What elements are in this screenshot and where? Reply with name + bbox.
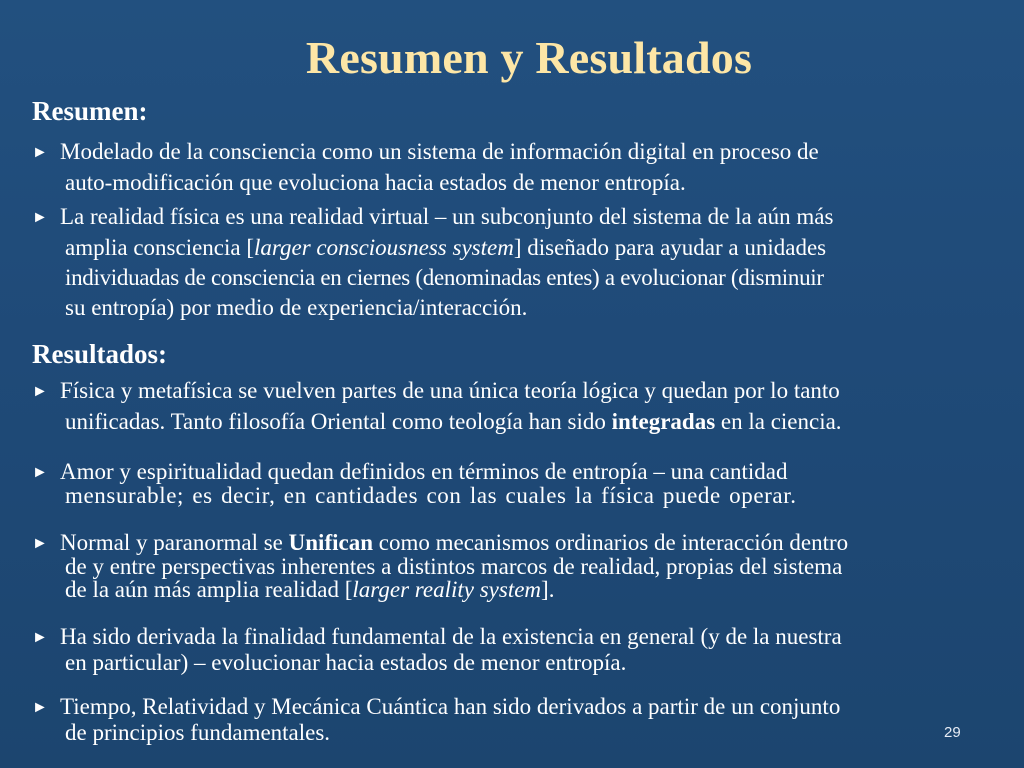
text-line: de y entre perspectivas inherentes a distintos marcos de realidad, propias del sistema [65, 554, 843, 579]
text-line: Ha sido derivada la finalidad fundamental de la existencia en general (y de la nuestra [60, 624, 842, 649]
bullet-arrow-icon: ► [32, 144, 48, 161]
text-line: individuadas de consciencia en ciernes (denominadas entes) a evolucionar (disminuir [65, 265, 824, 290]
bullet-line [32, 376, 992, 407]
resultados-heading: Resultados: [32, 339, 168, 369]
bullet-arrow-icon: ► [32, 629, 48, 646]
text-segment: como mecanismos ordinarios de interacción dentro [373, 530, 849, 555]
bullet-arrow-icon: ► [32, 535, 48, 552]
text-line: La realidad física es una realidad virtual – un subconjunto del sistema de la aún más [60, 204, 834, 229]
bold-term: integradas [611, 409, 716, 434]
bullet-line [32, 202, 992, 233]
italic-term: larger reality system [352, 577, 542, 602]
text-line: de principios fundamentales. [65, 720, 331, 745]
text-line [32, 578, 992, 601]
bold-term: Unifican [288, 530, 373, 555]
text-line: mensurable; es decir, en cantidades con las cuales la física puede operar. [65, 483, 797, 508]
text-segment: de la aún más amplia realidad [ [65, 577, 353, 602]
bullet-arrow-icon: ► [32, 209, 48, 226]
resumen-heading: Resumen: [32, 96, 148, 126]
text-line [32, 407, 992, 437]
text-segment: amplia consciencia [ [65, 235, 255, 260]
slide-title: Resumen y Resultados [305, 32, 753, 83]
text-segment: ] diseñado para ayudar a unidades [513, 235, 827, 260]
bullet-arrow-icon: ► [32, 464, 48, 481]
resultados-bullet-1 [32, 376, 992, 437]
text-segment: en la ciencia. [715, 409, 842, 434]
bullet-arrow-icon: ► [32, 383, 48, 400]
slide-number: 29 [944, 724, 961, 741]
text-segment: unificadas. Tanto filosofía Oriental como teología han sido [65, 409, 612, 434]
bullet-line [32, 531, 992, 555]
text-line: Amor y espiritualidad quedan definidos en términos de entropía – una cantidad [60, 459, 788, 484]
text-line: auto-modificación que evoluciona hacia estados de menor entropía. [65, 170, 686, 195]
bullet-arrow-icon: ► [32, 699, 48, 716]
text-line: su entropía) por medio de experiencia/interacción. [65, 295, 528, 320]
bullet-line [32, 460, 992, 484]
text-line: Modelado de la consciencia como un sistema de información digital en proceso de [60, 139, 819, 164]
resultados-bullet-2 [32, 460, 992, 507]
resumen-bullet-1 [32, 137, 992, 198]
bullet-line [32, 137, 992, 168]
text-line: Tiempo, Relatividad y Mecánica Cuántica han sido derivados a partir de un conjunto [60, 694, 841, 719]
text-line: en particular) – evolucionar hacia estados de menor entropía. [65, 650, 627, 675]
text-segment: ]. [541, 577, 555, 602]
text-line [32, 233, 992, 263]
resumen-bullet-2 [32, 202, 992, 323]
bullet-line [32, 624, 992, 650]
text-segment: Normal y paranormal se [60, 530, 289, 555]
resultados-bullet-3 [32, 531, 992, 601]
bullet-line [32, 694, 992, 720]
resultados-bullet-4 [32, 624, 992, 675]
resultados-bullet-5 [32, 694, 992, 745]
italic-term: larger consciousness system [254, 235, 514, 260]
text-line: Física y metafísica se vuelven partes de una única teoría lógica y quedan por lo tanto [60, 378, 840, 403]
